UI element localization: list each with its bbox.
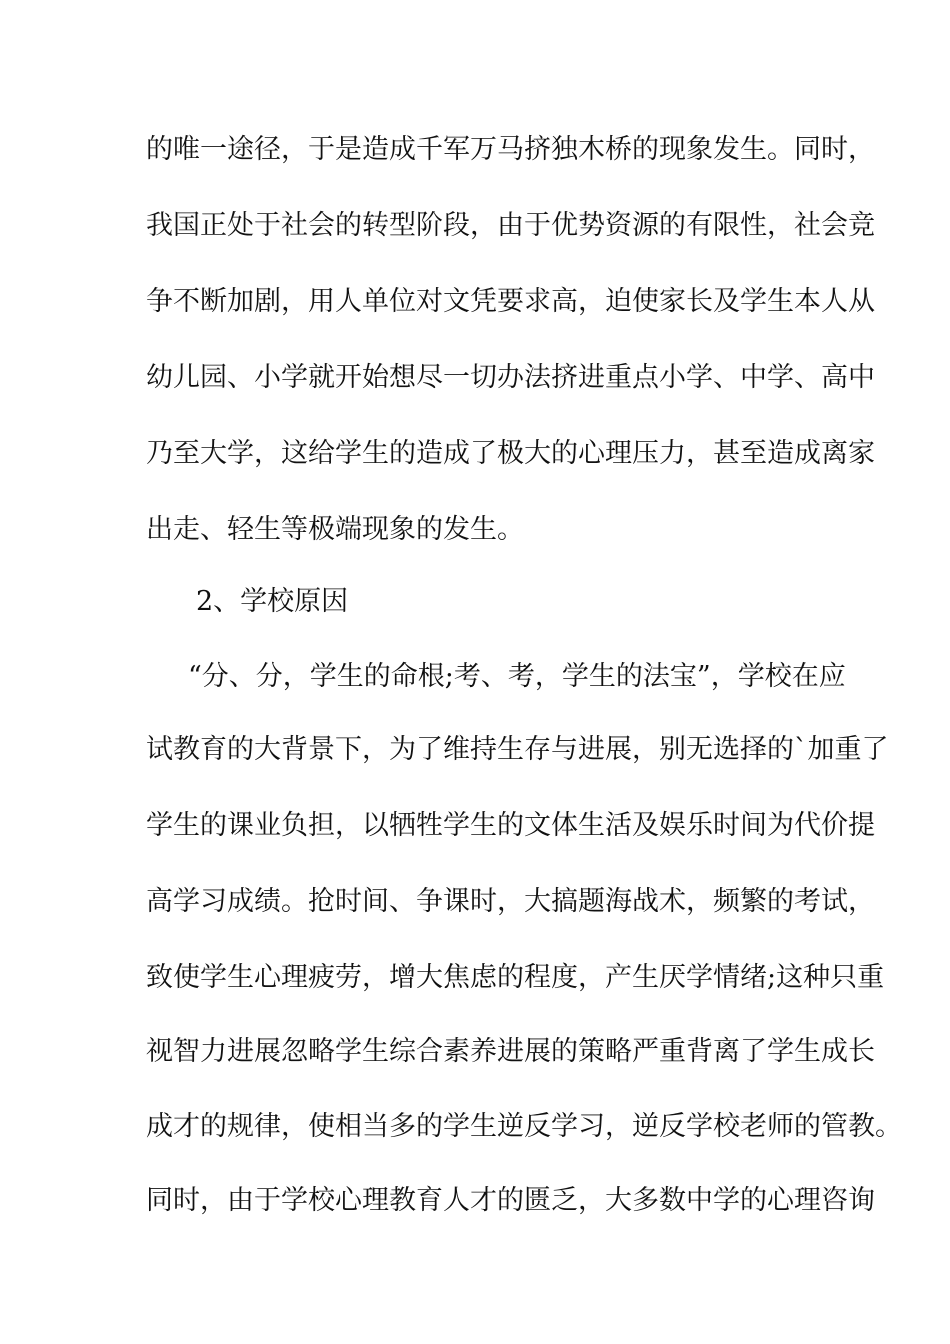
section-heading: 2、学校原因 (196, 586, 349, 617)
text-line: 争不断加剧，用人单位对文凭要求高，迫使家长及学生本人从 (146, 286, 875, 317)
text-line: 致使学生心理疲劳，增大焦虑的程度，产生厌学情绪;这种只重 (146, 962, 885, 993)
text-line: 出走、轻生等极端现象的发生。 (146, 514, 524, 545)
text-line: 幼儿园、小学就开始想尽一切办法挤进重点小学、中学、高中 (146, 362, 875, 393)
text-line: 我国正处于社会的转型阶段，由于优势资源的有限性，社会竞 (146, 210, 875, 241)
text-line: 的唯一途径，于是造成千军万马挤独木桥的现象发生。同时， (146, 134, 875, 165)
text-line: “分、分，学生的命根;考、考，学生的法宝”，学校在应 (188, 661, 846, 692)
text-line: 试教育的大背景下，为了维持生存与进展，别无选择的`加重了 (146, 734, 889, 765)
text-line: 同时，由于学校心理教育人才的匮乏，大多数中学的心理咨询 (146, 1185, 875, 1216)
text-line: 高学习成绩。抢时间、争课时，大搞题海战术，频繁的考试， (146, 886, 875, 917)
text-line: 成才的规律，使相当多的学生逆反学习，逆反学校老师的管教。 (146, 1111, 902, 1142)
text-line: 视智力进展忽略学生综合素养进展的策略严重背离了学生成长 (146, 1036, 875, 1067)
text-line: 学生的课业负担，以牺牲学生的文体生活及娱乐时间为代价提 (146, 810, 875, 841)
text-line: 乃至大学，这给学生的造成了极大的心理压力，甚至造成离家 (146, 438, 875, 469)
